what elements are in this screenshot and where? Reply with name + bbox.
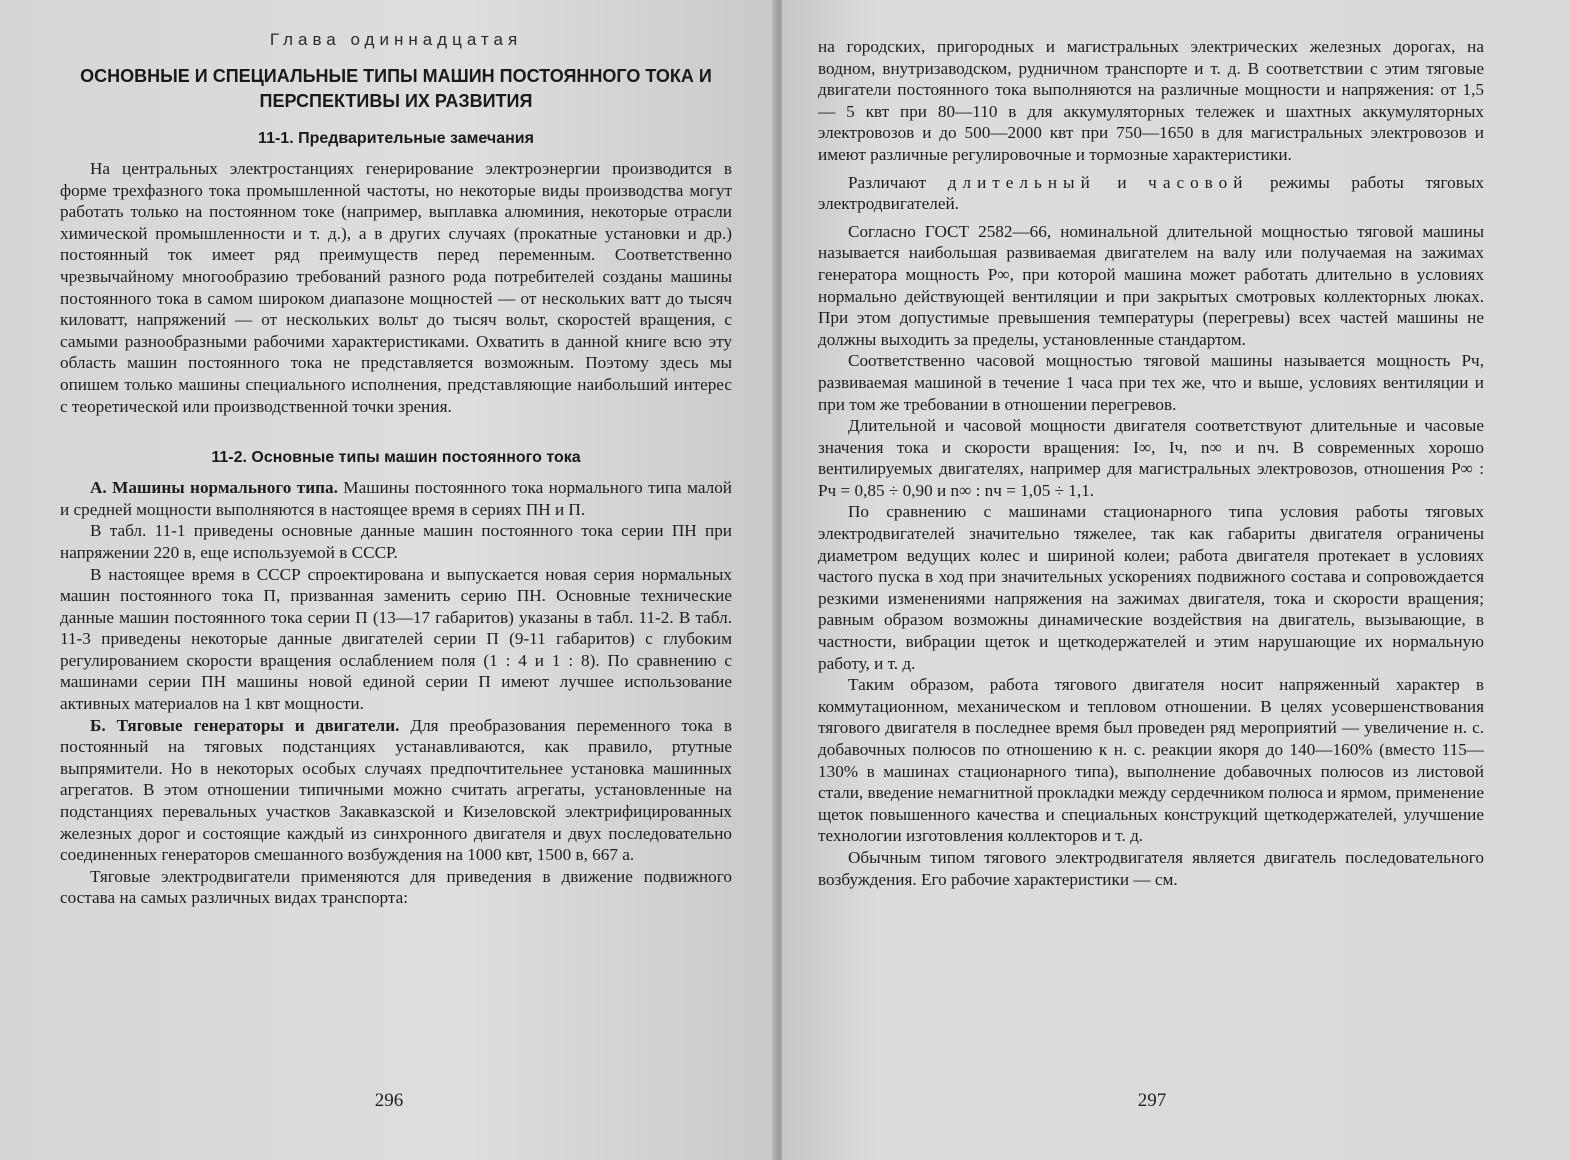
right-page bbox=[782, 0, 1570, 1160]
spaced-term: часовой bbox=[1148, 172, 1249, 192]
runin-heading: Б. Тяговые генераторы и двигатели. bbox=[90, 715, 400, 735]
paragraph: Согласно ГОСТ 2582—66, номинальной длительной мощностью тяговой машины называется наибольшая развиваемая двигателем на валу или получаемая на зажимах генератора мощность P∞, при которой машина может работать длительно в условиях нормально действующей вентиляции и при закрытых смотровых коллекторных люках. При этом допустимые превышения температуры (перегревы) всех частей машины не должны выходить за пределы, установленные стандартом. bbox=[818, 221, 1484, 349]
paragraph bbox=[60, 715, 732, 866]
spacer bbox=[60, 417, 732, 439]
page-number: 296 bbox=[374, 1090, 404, 1111]
paragraph: Соответственно часовой мощностью тяговой машины называется мощность Pч, развиваемая машиной в течение 1 часа при тех же, что и выше, условиях вентиляции и при том же требовании в отношении перегревов. bbox=[818, 351, 1484, 414]
paragraph-text: Машины постоянного тока нормального типа малой и средней мощности выполняются в настоящее время в сериях ПН и П. bbox=[60, 478, 732, 519]
paragraph-text: и bbox=[1095, 172, 1149, 192]
paragraph-text: режимы работы тяговых электродвигателей. bbox=[818, 172, 1485, 214]
paragraph bbox=[818, 172, 1484, 215]
chapter-label: Глава одиннадцатая bbox=[269, 30, 523, 49]
paragraph-text: Различают bbox=[848, 172, 948, 192]
paragraph: Тяговые электродвигатели применяются для приведения в движение подвижного состава на самых различных видах транспорта: bbox=[60, 866, 732, 908]
paragraph: На центральных электростанциях генерирование электроэнергии производится в форме трехфазного тока промышленной частоты, но некоторые виды производства могут работать только на постоянном токе (например, выплавка алюминия, некоторые отрасли химической промышленности и т. д.), а в других случаях (прокатные установки и др.) постоянный ток имеет ряд преимуществ перед переменным. Соответственно чрезвычайному многообразию требований разного рода потребителей созданы машины постоянного тока в самом широком диапазоне мощностей — от нескольких ватт до тысяч киловатт, напряжений — от нескольких вольт до тысяч вольт, скоростей вращения, с самыми разнообразными рабочими характеристиками. Охватить в данной книге всю эту область машин постоянного тока не представляется возможным. Поэтому здесь мы опишем только машины специального исполнения, представляющие наибольший интерес с теоретической или производственной точки зрения. bbox=[60, 159, 732, 416]
page-number: 297 bbox=[1137, 1090, 1167, 1111]
paragraph: на городских, пригородных и магистральных электрических железных дорогах, на водном, внутризаводском, рудничном транспорте и т. д. В соответствии с этим тяговые двигатели постоянного тока выполняются на различные мощности и напряжения: от 1,5 — 5 квт при 80—110 в для аккумуляторных тележек и шахтных аккумуляторных электровозов и до 500—2000 квт при 750—1650 в для магистральных электровозов и имеют различные регулировочные и тормозные характеристики. bbox=[818, 37, 1484, 164]
spaced-term: длительный bbox=[947, 172, 1096, 192]
runin-heading: А. Машины нормального типа. bbox=[90, 478, 338, 498]
paragraph: Длительной и часовой мощности двигателя соответствуют длительные и часовые значения тока и скорости вращения: I∞, Iч, n∞ и nч. В современных хорошо вентилируемых двигателях, например для магистральных электровозов, отношения P∞ : Pч = 0,85 ÷ 0,90 и n∞ : nч = 1,05 ÷ 1,1. bbox=[818, 416, 1484, 500]
paragraph: Таким образом, работа тягового двигателя носит напряженный характер в коммутационном, механическом и тепловом отношении. В целях усовершенствования тягового двигателя в последнее время был проведен ряд мероприятий — увеличение н. с. добавочных полюсов по отношению к н. с. реакции якоря до 140—160% (вместо 115—130% в машинах стационарного типа), выполнение добавочных полюсов из листовой стали, введение немагнитной прокладки между сердечником полюса и ярмом, применение щеток повышенного качества и специальных конструкций щеткодержателей, улучшение технологии изготовления коллекторов и т. д. bbox=[818, 675, 1484, 846]
paragraph: В настоящее время в СССР спроектирована и выпускается новая серия нормальных машин постоянного тока П, призванная заменить серию ПН. Основные технические данные машин постоянного тока серии П (13—17 габаритов) указаны в табл. 11-2. В табл. 11-3 приведены некоторые данные двигателей серии П (9-11 габаритов) с глубоким регулированием скорости вращения ослаблением поля (1 : 4 и 1 : 8). По сравнению с машинами серии ПН машины новой единой серии П имеют лучшее использование активных материалов на 1 квт мощности. bbox=[60, 564, 732, 714]
paragraph: В табл. 11-1 приведены основные данные машин постоянного тока серии ПН при напряжении 220 в, еще используемой в СССР. bbox=[60, 521, 732, 562]
paragraph: Обычным типом тягового электродвигателя является двигатель последовательного возбуждения. Его рабочие характеристики — см. bbox=[818, 847, 1484, 889]
paragraph: По сравнению с машинами стационарного типа условия работы тяговых электродвигателей значительно тяжелее, так как габариты двигателя ограничены диаметром ведущих колес и шириной колеи; работа двигателя протекает в условиях частого пуска в ход при значительных ускорениях подвижного состава и сопровождается резкими изменениями напряжения на зажимах двигателя, тока и скорости вращения; равным образом возможны динамические воздействия на двигатель, вызывающие, в частности, вибрации щеток и щеткодержателей и этим нарушающие их нормальную работу, и т. д. bbox=[818, 502, 1484, 673]
section-heading-11-2: 11-2. Основные типы машин постоянного тока bbox=[211, 449, 581, 467]
paragraph bbox=[60, 477, 732, 520]
left-page bbox=[0, 0, 778, 1160]
section-heading-11-1: 11-1. Предварительные замечания bbox=[258, 130, 534, 147]
chapter-title: ОСНОВНЫЕ И СПЕЦИАЛЬНЫЕ ТИПЫ МАШИН ПОСТОЯННОГО ТОКА И ПЕРСПЕКТИВЫ ИХ РАЗВИТИЯ bbox=[80, 66, 712, 111]
paragraph-text: Для преобразования переменного тока в постоянный на тяговых подстанциях устанавливаются, как правило, ртутные выпрямители. Но в некоторых особых случаях предпочтительнее установка машинных агрегатов. В этом отношении типичными можно считать агрегаты, установленные на подстанциях перевальных участков Закавказской и Кизеловской электрифицированных железных дорог и состоящие каждый из синхронного двигателя и двух последовательно соединенных генераторов смешанного возбуждения на 1000 квт, 1500 в, 667 а. bbox=[60, 715, 733, 865]
